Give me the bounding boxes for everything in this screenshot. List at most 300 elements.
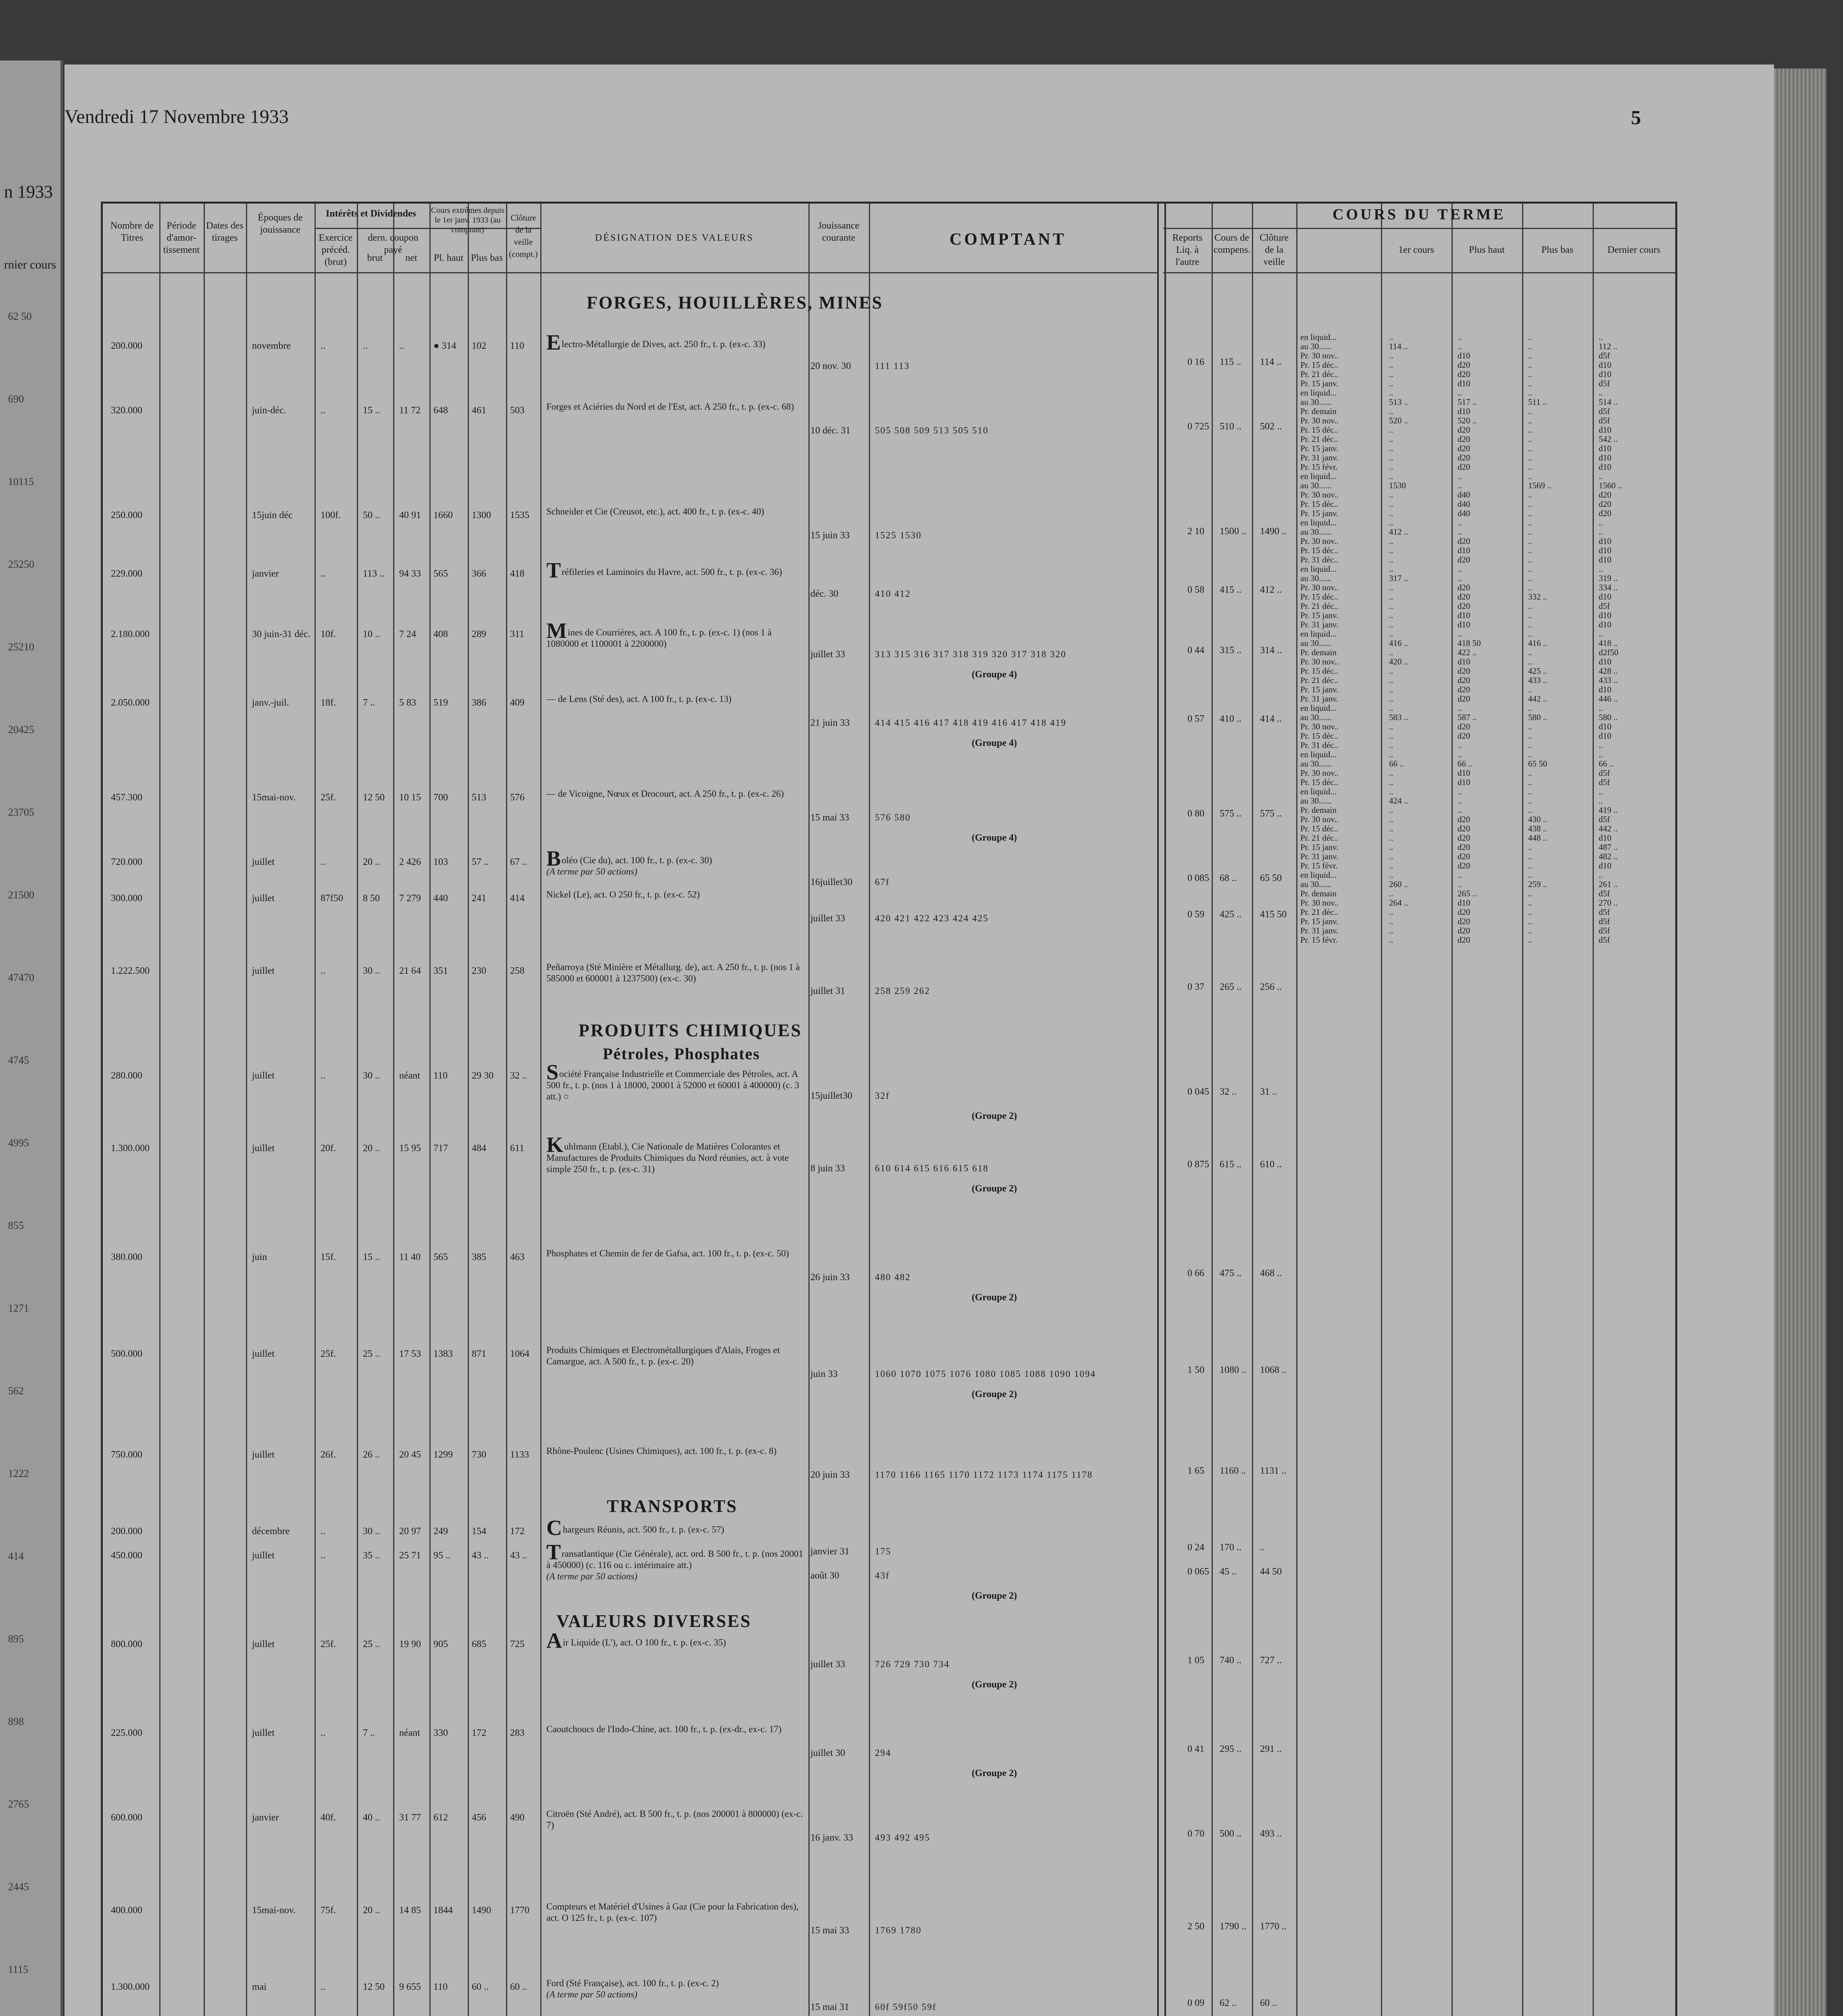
cours-compens-cell: 45 .. [1220,1566,1237,1577]
cloture-veille-cell: 1133 [510,1450,529,1460]
nombre-cell: 600.000 [111,1812,142,1823]
left-page-number: 23705 [8,806,34,818]
cloture-terme-cell: 412 .. [1260,585,1282,595]
terme-entry: en liquid... [1300,787,1337,796]
terme-entry: d2f50 [1599,648,1618,657]
groupe-label: (Groupe 4) [972,738,1017,748]
left-page-number: 2765 [8,1798,29,1810]
terme-entry: 1560 .. [1599,481,1622,490]
terme-entry: en liquid... [1300,388,1337,398]
epoque-cell: janv.-juil. [252,698,289,708]
terme-entry: .. [1389,564,1393,574]
terme-entry: 319 .. [1599,573,1618,583]
nombre-cell: 2.050.000 [111,698,150,708]
terme-entry: .. [1389,861,1393,871]
terme-entry: Pr. 15 févr. [1300,462,1338,472]
terme-entry: 317 .. [1389,573,1408,583]
terme-entry: 422 .. [1458,648,1477,657]
terme-entry: d20 [1458,926,1470,935]
terme-entry: d5f [1599,351,1610,360]
terme-entry: d10 [1599,861,1612,871]
terme-entry: d5f [1599,379,1610,388]
comptant-prices: 576 580 [875,812,911,823]
net-cell: 17 53 [399,1349,421,1359]
terme-entry: au 30...... [1300,638,1332,648]
pl-haut-cell: 717 [433,1143,448,1154]
terme-entry: d10 [1458,406,1470,416]
terme-entry: Pr. 31 janv. [1300,926,1339,935]
nombre-cell: 200.000 [111,341,142,351]
left-page-number: 21500 [8,889,34,901]
comptant-prices: 43f [875,1570,890,1581]
terme-entry: 428 .. [1599,666,1618,676]
cloture-terme-cell: 1068 .. [1260,1365,1287,1375]
col-head-comptant: COMPTANT [950,230,1066,249]
pl-haut-cell: 249 [433,1526,448,1537]
plus-bas-cell: 456 [472,1812,486,1823]
terme-entry: .. [1458,740,1462,750]
left-page-number: 62 50 [8,310,32,322]
terme-entry: .. [1599,388,1603,398]
terme-entry: .. [1458,518,1462,527]
cloture-veille-cell: 1064 [510,1349,529,1359]
cloture-terme-cell: 415 50 [1260,909,1287,920]
designation-text: Phosphates et Chemin de fer de Gafsa, act. 100 fr., t. p. (ex-c. 50) [546,1248,789,1258]
terme-entry: d20 [1458,601,1470,611]
terme-entry: 587 .. [1458,712,1477,722]
cloture-terme-cell: 727 .. [1260,1655,1282,1666]
plus-bas-cell: 1490 [472,1905,491,1916]
comptant-prices: 1525 1530 [875,530,922,540]
comptant-prices: 111 113 [875,361,910,371]
terme-entry: 265 .. [1458,889,1477,898]
section-petroles-phosphates: Pétroles, Phosphates [603,1045,760,1063]
cloture-veille-cell: 311 [510,629,525,639]
terme-entry: .. [1389,332,1393,342]
terme-entry: .. [1528,722,1533,731]
terme-entry: d10 [1599,685,1612,694]
col-head-plus-bas-terme: Plus bas [1541,245,1574,255]
designation-text: ociété Française Industrielle et Commerciale des Pétroles, act. A 500 fr., t. p. (nos 1 à 18000, 20001 à 52000 et 60001 à 400000) (c. 3 att.) ○ [546,1069,800,1102]
nombre-cell: 300.000 [111,893,142,904]
security-designation [546,1724,804,1735]
terme-entry: d10 [1599,722,1612,731]
exercice-cell: 25f. [321,792,336,803]
designation-text: ines de Courrières, act. A 100 fr., t. p. (ex-c. 1) (nos 1 à 1080000 et 1100001 à 2200000) [546,627,772,649]
terme-entry: 511 .. [1528,397,1547,407]
cloture-veille-cell: 503 [510,405,525,416]
nombre-cell: 1.300.000 [111,1982,150,1992]
terme-entry: .. [1389,351,1393,360]
drop-capital: A [546,1629,562,1653]
terme-entry: 1530 [1389,481,1406,490]
pl-haut-cell: 1660 [433,510,453,521]
terme-entry: 420 .. [1389,657,1408,666]
left-page-number: 690 [8,393,24,405]
terme-entry: .. [1599,740,1603,750]
epoque-cell: juillet [252,1639,275,1649]
terme-entry: .. [1458,564,1462,574]
pl-haut-cell: ● 314 [433,341,456,351]
security-designation [546,1540,804,1582]
terme-entry: d20 [1458,444,1470,453]
terme-entry: en liquid... [1300,870,1337,880]
security-designation [546,1445,804,1457]
designation-text: Ford (Sté Française), act. 100 fr., t. p. (ex-c. 2) [546,1978,719,1988]
comptant-prices: 67f [875,877,890,887]
terme-entry: .. [1528,406,1533,416]
pl-haut-cell: 110 [433,1070,448,1081]
terme-entry: d10 [1599,425,1612,435]
nombre-cell: 750.000 [111,1450,142,1460]
exercice-cell: .. [321,569,325,579]
terme-entry: d10 [1458,657,1470,666]
comptant-prices: 420 421 422 423 424 425 [875,913,989,923]
cloture-veille-cell: 258 [510,966,525,976]
terme-entry: .. [1528,870,1533,880]
cours-compens-cell: 1500 .. [1220,526,1246,537]
groupe-label: (Groupe 2) [972,1591,1017,1601]
pl-haut-cell: 612 [433,1812,448,1823]
terme-entry: d5f [1599,889,1610,898]
cours-compens-cell: 415 .. [1220,585,1241,595]
cours-compens-cell: 62 .. [1220,1998,1237,2008]
plus-bas-cell: 241 [472,893,486,904]
security-designation [546,401,804,412]
epoque-cell: juillet [252,1450,275,1460]
left-page-title: n 1933 [4,182,53,202]
jouissance-cell: déc. 30 [810,589,839,599]
epoque-cell: juin-déc. [252,405,286,416]
terme-entry: Pr. demain [1300,805,1337,815]
terme-entry: .. [1389,425,1393,435]
terme-entry: Pr. 30 nov.. [1300,351,1339,360]
drop-capital: C [546,1516,562,1540]
terme-entry: Pr. 15 déc.. [1300,425,1338,435]
col-head-net: net [405,253,417,263]
drop-capital: M [546,619,567,643]
security-designation [546,1133,804,1175]
left-page-number: 1115 [8,1964,29,1975]
security-designation [546,1516,804,1540]
comptant-prices: 313 315 316 317 318 319 320 317 318 320 [875,649,1066,659]
terme-entry: .. [1528,610,1533,620]
terme-entry: .. [1528,740,1533,750]
terme-entry: Pr. 31 janv. [1300,852,1339,861]
cloture-veille-cell: 414 [510,893,525,904]
cloture-terme-cell: 114 .. [1260,357,1282,367]
terme-entry: .. [1389,546,1393,555]
cours-compens-cell: 170 .. [1220,1542,1241,1553]
col-head-brut: brut [367,253,383,263]
pl-haut-cell: 565 [433,1252,448,1262]
terme-entry: d20 [1458,369,1470,379]
section-produits-chimiques: PRODUITS CHIMIQUES [579,1020,802,1040]
terme-entry: .. [1528,648,1533,657]
terme-entry: .. [1458,879,1462,889]
terme-entry: .. [1458,527,1462,537]
cours-compens-cell: 115 .. [1220,357,1241,367]
net-cell: 20 45 [399,1450,421,1460]
epoque-cell: juillet [252,1070,275,1081]
terme-entry: d10 [1458,546,1470,555]
cours-compens-cell: 510 .. [1220,421,1241,432]
net-cell: 31 77 [399,1812,421,1823]
groupe-label: (Groupe 2) [972,1679,1017,1690]
terme-entry: 448 .. [1528,833,1547,843]
terme-entry: .. [1528,555,1533,564]
epoque-cell: juillet [252,1550,275,1561]
left-page-number: 10115 [8,476,34,487]
left-page-number: 25210 [8,641,34,653]
designation-note: (A terme par 50 actions) [546,1571,637,1581]
terme-entry: .. [1389,731,1393,741]
brut-cell: 35 .. [363,1550,380,1561]
jouissance-cell: 16juillet30 [810,877,852,887]
cloture-veille-cell: 67 .. [510,857,527,867]
plus-bas-cell: 102 [472,341,486,351]
terme-entry: .. [1528,805,1533,815]
brut-cell: 15 .. [363,405,380,416]
cloture-terme-cell: 610 .. [1260,1159,1282,1170]
comptant-prices: 32f [875,1091,890,1101]
comptant-prices: 1060 1070 1075 1076 1080 1085 1088 1090 1094 [875,1369,1096,1379]
designation-text: Peñarroya (Sté Minière et Métallurg. de), act. A 250 fr., t. p. (nos 1 à 585000 et 600001 à 1237500) (ex-c. 30) [546,962,800,983]
security-designation [546,1978,804,2000]
plus-bas-cell: 871 [472,1349,486,1359]
terme-entry: d10 [1599,620,1612,629]
terme-entry: Pr. 21 déc.. [1300,833,1338,843]
nombre-cell: 250.000 [111,510,142,521]
cloture-terme-cell: 1490 .. [1260,526,1287,537]
terme-entry: d20 [1458,833,1470,843]
cloture-veille-cell: 43 .. [510,1550,527,1561]
cloture-terme-cell: 575 .. [1260,808,1282,819]
report-cell: 0 16 [1187,357,1204,367]
quotation-table [101,202,1677,2016]
comptant-prices: 480 482 [875,1272,911,1282]
terme-entry: d20 [1458,694,1470,704]
designation-text: — de Lens (Sté des), act. A 100 fr., t. p. (ex-c. 13) [546,694,732,704]
cours-compens-cell: 68 .. [1220,873,1237,883]
brut-cell: 8 50 [363,893,380,904]
terme-entry: d5f [1599,926,1610,935]
pl-haut-cell: 700 [433,792,448,803]
cloture-terme-cell: 493 .. [1260,1829,1282,1839]
terme-entry: .. [1528,369,1533,379]
cloture-terme-cell: 314 .. [1260,645,1282,656]
terme-entry: Pr. 21 déc.. [1300,907,1338,917]
terme-entry: .. [1458,388,1462,398]
cours-compens-cell: 32 .. [1220,1087,1237,1097]
groupe-label: (Groupe 2) [972,1111,1017,1121]
exercice-cell: 18f. [321,698,336,708]
cloture-terme-cell: 31 .. [1260,1087,1277,1097]
brut-cell: 20 .. [363,1905,380,1916]
jouissance-cell: juillet 33 [810,913,845,924]
terme-entry: .. [1389,434,1393,444]
terme-entry: Pr. demain [1300,406,1337,416]
security-designation [546,1345,804,1367]
col-head-cloture-veille: Clôture de la veille (compt.) [509,213,538,259]
terme-entry: .. [1528,629,1533,639]
report-cell: 0 44 [1187,645,1204,656]
terme-entry: d10 [1458,351,1470,360]
terme-entry: .. [1389,833,1393,843]
section-valeurs-diverses: VALEURS DIVERSES [556,1611,752,1631]
terme-entry: au 30...... [1300,712,1332,722]
terme-entry: .. [1458,703,1462,713]
report-cell: 0 58 [1187,585,1204,595]
col-head-reports: Reports Liq. à l'autre [1172,233,1203,267]
col-head-periode: Période d'amor-tissement [163,221,200,255]
terme-entry: .. [1389,629,1393,639]
terme-entry: d20 [1458,814,1470,824]
terme-entry: .. [1528,508,1533,518]
report-cell: 0 41 [1187,1744,1204,1754]
terme-entry: d20 [1458,434,1470,444]
terme-entry: au 30...... [1300,879,1332,889]
terme-entry: d10 [1458,898,1470,908]
exercice-cell: 20f. [321,1143,336,1154]
jouissance-cell: juin 33 [810,1369,838,1379]
terme-entry: .. [1389,620,1393,629]
terme-entry: .. [1389,583,1393,592]
terme-entry: d5f [1599,601,1610,611]
terme-entry: 66 .. [1458,759,1472,768]
terme-entry: 270 .. [1599,898,1618,908]
brut-cell: 10 .. [363,629,380,639]
designation-text: Caoutchoucs de l'Indo-Chine, act. 100 fr., t. p. (ex-dr., ex-c. 17) [546,1724,782,1734]
terme-entry: 334 .. [1599,583,1618,592]
designation-text: Nickel (Le), act. O 250 fr., t. p. (ex-c. 52) [546,889,700,900]
cloture-terme-cell: 468 .. [1260,1268,1282,1279]
terme-entry: 419 .. [1599,805,1618,815]
cloture-veille-cell: 32 .. [510,1070,527,1081]
terme-entry: 259 .. [1528,879,1547,889]
security-designation [546,962,804,984]
jouissance-cell: 20 juin 33 [810,1470,850,1480]
terme-entry: d40 [1458,490,1470,500]
terme-entry: d40 [1458,499,1470,509]
terme-entry: Pr. 15 déc.. [1300,777,1338,787]
terme-entry: .. [1528,926,1533,935]
cloture-veille-cell: 283 [510,1728,525,1738]
designation-text: ir Liquide (L'), act. O 100 fr., t. p. (ex-c. 35) [563,1637,726,1647]
terme-entry: d20 [1458,935,1470,945]
brut-cell: 25 .. [363,1349,380,1359]
net-cell: .. [399,341,404,351]
terme-entry: d10 [1458,620,1470,629]
cours-compens-cell: 410 .. [1220,714,1241,724]
terme-entry: 520 .. [1458,416,1477,425]
terme-entry: en liquid... [1300,332,1337,342]
terme-entry: d20 [1458,675,1470,685]
comptant-prices: 610 614 615 616 615 618 [875,1163,989,1173]
cloture-terme-cell: .. [1260,1542,1265,1553]
groupe-label: (Groupe 2) [972,1183,1017,1194]
terme-entry: .. [1389,462,1393,472]
report-cell: 0 085 [1187,873,1209,883]
pl-haut-cell: 1299 [433,1450,453,1460]
comptant-prices: 175 [875,1546,891,1556]
nombre-cell: 400.000 [111,1905,142,1916]
terme-entry: .. [1389,592,1393,602]
designation-text: Produits Chimiques et Electrométallurgiques d'Alais, Froges et Camargue, act. A 500 fr., t. p. (ex-c. 20) [546,1345,780,1366]
terme-entry: .. [1528,527,1533,537]
terme-entry: Pr. 15 janv. [1300,508,1339,518]
drop-capital: T [546,1540,561,1564]
terme-entry: .. [1599,796,1603,806]
terme-entry: d20 [1458,907,1470,917]
terme-entry: .. [1389,610,1393,620]
col-head-epoques: Époques de jouissance [258,212,303,235]
terme-entry: Pr. 15 janv. [1300,842,1339,852]
terme-entry: en liquid... [1300,629,1337,639]
terme-entry: d20 [1458,842,1470,852]
plus-bas-cell: 386 [472,698,486,708]
terme-entry: d10 [1599,592,1612,602]
terme-entry: 424 .. [1389,796,1408,806]
net-cell: 9 655 [399,1982,421,1992]
terme-entry: en liquid... [1300,471,1337,481]
net-cell: 10 15 [399,792,421,803]
terme-entry: d10 [1599,369,1612,379]
security-designation [546,330,804,354]
terme-entry: .. [1458,332,1462,342]
terme-entry: 264 .. [1389,898,1408,908]
terme-entry: .. [1389,740,1393,750]
terme-entry: .. [1389,694,1393,704]
exercice-cell: .. [321,1550,325,1561]
terme-entry: .. [1389,471,1393,481]
terme-entry: .. [1528,750,1533,759]
brut-cell: 113 .. [363,569,385,579]
plus-bas-cell: 43 .. [472,1550,489,1561]
terme-entry: d20 [1599,499,1612,509]
col-head-dern-coupon: dern. coupon payé [368,233,419,255]
terme-entry: d10 [1599,833,1612,843]
terme-entry: .. [1528,601,1533,611]
terme-entry: .. [1389,369,1393,379]
terme-entry: d20 [1458,360,1470,370]
terme-entry: .. [1389,388,1393,398]
drop-capital: S [546,1060,559,1084]
terme-entry: 112 .. [1599,342,1618,351]
left-page-number: 2445 [8,1881,29,1893]
terme-entry: d10 [1599,657,1612,666]
plus-bas-cell: 154 [472,1526,486,1537]
brut-cell: 20 .. [363,1143,380,1154]
terme-entry: .. [1599,787,1603,796]
report-cell: 1 65 [1187,1466,1204,1476]
exercice-cell: .. [321,341,325,351]
brut-cell: 30 .. [363,1526,380,1537]
nombre-cell: 720.000 [111,857,142,867]
terme-plus-bas [1528,333,1551,945]
report-cell: 0 875 [1187,1159,1209,1170]
exercice-cell: 15f. [321,1252,336,1262]
groupe-label: (Groupe 2) [972,1768,1017,1779]
terme-entry: .. [1528,536,1533,546]
exercice-cell: .. [321,857,325,867]
comptant-prices: 258 259 262 [875,986,930,996]
terme-entry: 442 .. [1528,694,1547,704]
terme-entry: au 30...... [1300,759,1332,768]
cloture-veille-cell: 490 [510,1812,525,1823]
terme-entry: .. [1389,499,1393,509]
designation-text: Forges et Aciéries du Nord et de l'Est, act. A 250 fr., t. p. (ex-c. 68) [546,402,794,412]
